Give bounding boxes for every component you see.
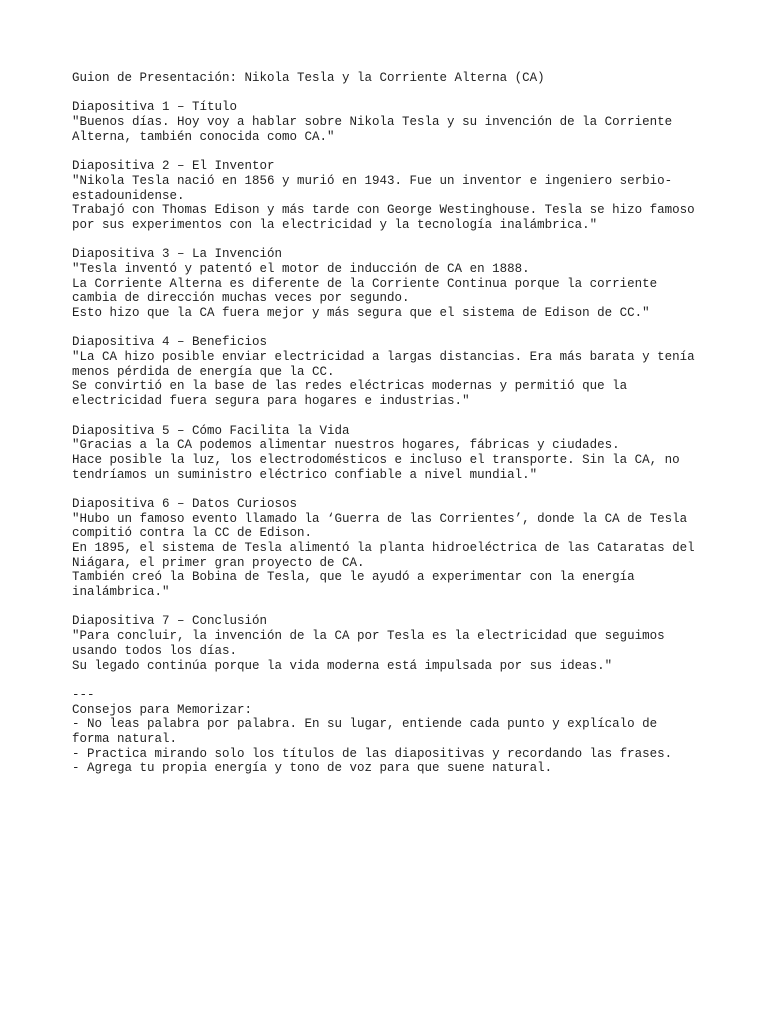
slide-text-line: También creó la Bobina de Tesla, que le ayudó a experimentar con la energía (72, 570, 635, 585)
separator: --- (72, 687, 95, 702)
slide-text-line: estadounidense. (72, 188, 185, 203)
slide-text-line: cambia de dirección muchas veces por segundo. (72, 291, 410, 306)
slide-text-line: "Buenos días. Hoy voy a hablar sobre Nikola Tesla y su invención de la Corriente (72, 115, 673, 130)
slide-text-line: "La CA hizo posible enviar electricidad a largas distancias. Era más barata y tenía (72, 350, 695, 365)
spacer (72, 482, 712, 497)
slide-text-line: por sus experimentos con la electricidad y la tecnología inalámbrica." (72, 217, 598, 232)
slide-heading: Diapositiva 4 – Beneficios (72, 335, 268, 350)
slide-text-line: tendríamos un suministro eléctrico confiable a nivel mundial." (72, 467, 538, 482)
slide-heading: Diapositiva 5 – Cómo Facilita la Vida (72, 423, 350, 438)
slide-heading: Diapositiva 2 – El Inventor (72, 159, 275, 174)
spacer (72, 144, 712, 159)
tip-line: - Practica mirando solo los títulos de las diapositivas y recordando las frases. (72, 746, 673, 761)
slide-text-line: "Tesla inventó y patentó el motor de inducción de CA en 1888. (72, 261, 530, 276)
tips-heading: Consejos para Memorizar: (72, 702, 253, 717)
slide-text-line: Trabajó con Thomas Edison y más tarde con George Westinghouse. Tesla se hizo famoso (72, 203, 695, 218)
document-title: Guion de Presentación: Nikola Tesla y la Corriente Alterna (CA) (72, 71, 545, 85)
slide-text-line: La Corriente Alterna es diferente de la Corriente Continua porque la corriente (72, 276, 658, 291)
slide-text-line: menos pérdida de energía que la CC. (72, 364, 335, 379)
slide-text-line: usando todos los días. (72, 643, 238, 658)
slide-1-section (72, 100, 712, 144)
slide-7-section (72, 614, 712, 673)
slide-text-line: "Para concluir, la invención de la CA por Tesla es la electricidad que seguimos (72, 629, 665, 644)
slide-6-section (72, 497, 712, 600)
slide-text-line: Alterna, también conocida como CA." (72, 129, 335, 144)
slide-text-line: inalámbrica." (72, 585, 170, 600)
tips-section (72, 688, 712, 776)
spacer (72, 673, 712, 688)
spacer (72, 233, 712, 248)
spacer (72, 86, 712, 101)
slide-text-line: "Gracias a la CA podemos alimentar nuestros hogares, fábricas y ciudades. (72, 438, 620, 453)
tip-line: forma natural. (72, 731, 178, 746)
spacer (72, 600, 712, 615)
slide-heading: Diapositiva 6 – Datos Curiosos (72, 496, 298, 511)
slide-heading: Diapositiva 1 – Título (72, 100, 238, 115)
slide-heading: Diapositiva 3 – La Invención (72, 247, 283, 262)
slide-text-line: electricidad fuera segura para hogares e industrias." (72, 394, 470, 409)
slide-text-line: compitió contra la CC de Edison. (72, 526, 313, 541)
spacer (72, 321, 712, 336)
slide-4-section (72, 335, 712, 408)
slide-5-section (72, 424, 712, 483)
slide-text-line: Niágara, el primer gran proyecto de CA. (72, 555, 365, 570)
slide-text-line: "Hubo un famoso evento llamado la ‘Guerra de las Corrientes’, donde la CA de Tesla (72, 511, 688, 526)
slide-text-line: Hace posible la luz, los electrodomésticos e incluso el transporte. Sin la CA, no (72, 452, 680, 467)
slide-text-line: Se convirtió en la base de las redes eléctricas modernas y permitió que la (72, 379, 628, 394)
spacer (72, 409, 712, 424)
slide-2-section (72, 159, 712, 232)
slide-text-line: Esto hizo que la CA fuera mejor y más segura que el sistema de Edison de CC." (72, 306, 650, 320)
slide-3-section (72, 247, 712, 320)
tip-line: - No leas palabra por palabra. En su lugar, entiende cada punto y explícalo de (72, 717, 658, 732)
slide-text-line: "Nikola Tesla nació en 1856 y murió en 1943. Fue un inventor e ingeniero serbio- (72, 173, 673, 188)
tip-line: - Agrega tu propia energía y tono de voz para que suene natural. (72, 761, 553, 776)
slide-text-line: Su legado continúa porque la vida moderna está impulsada por sus ideas." (72, 658, 613, 673)
document-page (72, 71, 712, 776)
slide-heading: Diapositiva 7 – Conclusión (72, 614, 268, 629)
slide-text-line: En 1895, el sistema de Tesla alimentó la planta hidroeléctrica de las Cataratas del (72, 541, 695, 555)
